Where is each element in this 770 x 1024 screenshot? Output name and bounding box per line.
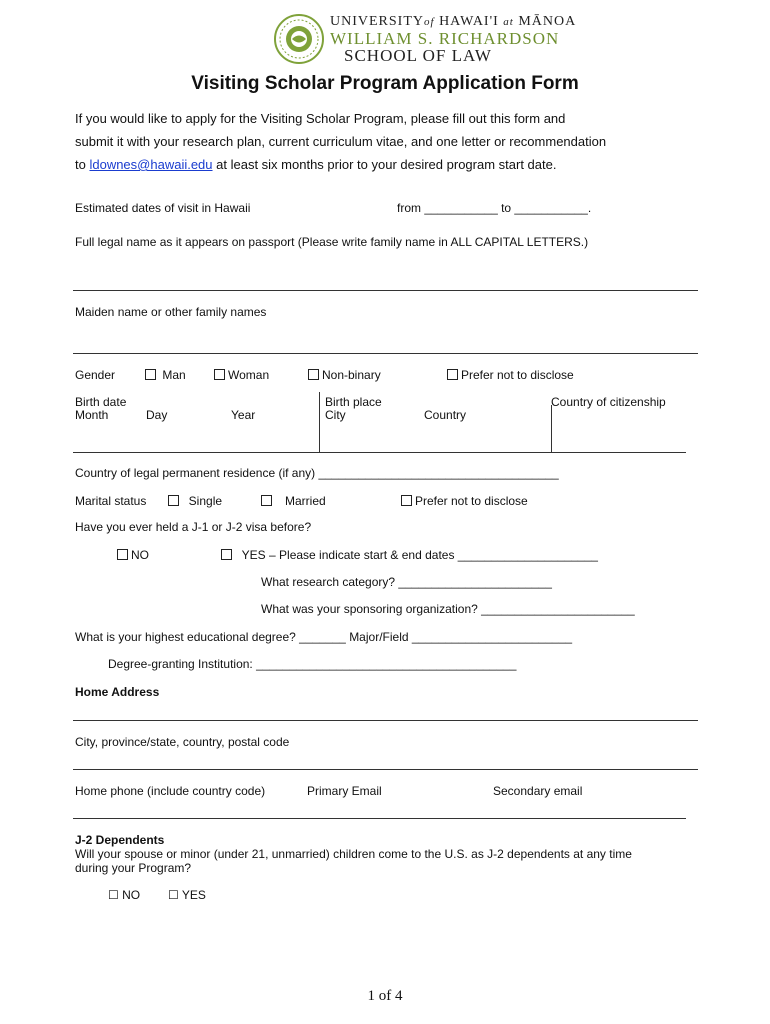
checkbox-icon[interactable] (117, 549, 128, 560)
university-name (330, 14, 576, 30)
birth-divider (319, 392, 320, 452)
marital-label: Marital status (75, 494, 147, 508)
city-line-label: City, province/state, country, postal code (75, 735, 290, 749)
legal-name-line[interactable] (73, 290, 698, 291)
visa-no-label: NO (131, 548, 149, 562)
univ-hawaii: HAWAI'I (439, 14, 499, 29)
birth-country-label: Country (424, 408, 467, 422)
contact-email-link[interactable]: ldownes@hawaii.edu (89, 157, 213, 172)
secondary-email-label: Secondary email (493, 784, 583, 798)
birth-month-label: Month (75, 408, 109, 422)
degree-field[interactable]: What is your highest educational degree? _______ Major/Field ________________________ (75, 630, 573, 644)
birth-line[interactable] (73, 452, 686, 453)
visa-question: Have you ever held a J-1 or J-2 visa before? (75, 520, 312, 534)
citizenship-divider (551, 405, 552, 452)
visa-option-yes[interactable] (221, 548, 598, 562)
univ-manoa: MĀNOA (518, 14, 577, 29)
legal-name-label: Full legal name as it appears on passport (Please write family name in ALL CAPITAL LETTERS.) (75, 235, 589, 249)
gender-nonbinary-label: Non-binary (322, 368, 381, 382)
marital-single-label: Single (188, 494, 223, 508)
checkbox-icon[interactable] (145, 369, 156, 380)
gender-man-label: Man (162, 368, 186, 382)
dependents-question-2: during your Program? (75, 861, 192, 875)
school-subtitle: SCHOOL OF LAW (344, 46, 492, 65)
school-name: WILLIAM S. RICHARDSON (330, 29, 560, 48)
visit-dates-field[interactable]: from ___________ to ___________. (397, 201, 592, 215)
birth-day-label: Day (146, 408, 168, 422)
visa-option-no[interactable] (117, 548, 149, 562)
home-phone-label: Home phone (include country code) (75, 784, 266, 798)
marital-option-undisclosed[interactable] (401, 494, 528, 508)
primary-email-label: Primary Email (307, 784, 382, 798)
institution-field[interactable]: Degree-granting Institution: _______________________________________ (108, 657, 517, 671)
gender-undisclosed-label: Prefer not to disclose (461, 368, 574, 382)
dependents-question-1: Will your spouse or minor (under 21, unmarried) children come to the U.S. as J-2 dependents at any time (75, 847, 632, 861)
university-seal-logo (274, 14, 324, 64)
checkbox-icon[interactable] (447, 369, 458, 380)
sponsor-field[interactable]: What was your sponsoring organization? _______________________ (261, 602, 635, 616)
city-line[interactable] (73, 769, 698, 770)
dependents-option-no[interactable]: ☐ NO (108, 888, 141, 902)
checkbox-icon[interactable] (308, 369, 319, 380)
gender-option-undisclosed[interactable] (447, 368, 574, 382)
intro-line-1: If you would like to apply for the Visiting Scholar Program, please fill out this form and (75, 111, 566, 126)
dependents-option-yes[interactable]: ☐ YES (168, 888, 206, 902)
visa-yes-label: YES – Please indicate start & end dates _____________________ (241, 548, 598, 562)
checkbox-icon[interactable] (214, 369, 225, 380)
visit-dates-label: Estimated dates of visit in Hawaii (75, 201, 251, 215)
maiden-name-line[interactable] (73, 353, 698, 354)
marital-option-single[interactable] (168, 494, 222, 508)
checkbox-icon[interactable] (261, 495, 272, 506)
marital-option-married[interactable] (261, 494, 326, 508)
page-number: 1 of 4 (367, 988, 403, 1004)
maiden-name-label: Maiden name or other family names (75, 305, 267, 319)
contact-line[interactable] (73, 818, 686, 819)
univ-of: of (424, 16, 435, 28)
intro-prefix: to (75, 157, 90, 172)
gender-label: Gender (75, 368, 116, 382)
marital-undisclosed-label: Prefer not to disclose (415, 494, 528, 508)
birth-place-label: Birth place (325, 395, 382, 409)
gender-option-woman[interactable] (214, 368, 269, 382)
checkbox-icon[interactable] (401, 495, 412, 506)
residence-field[interactable]: Country of legal permanent residence (if any) ____________________________________ (75, 466, 559, 480)
intro-suffix: at least six months prior to your desired program start date. (212, 157, 557, 172)
gender-option-man[interactable] (145, 368, 186, 382)
birth-date-label: Birth date (75, 395, 127, 409)
home-address-heading: Home Address (75, 685, 160, 699)
marital-married-label: Married (285, 494, 326, 508)
checkbox-icon[interactable] (168, 495, 179, 506)
univ-word: UNIVERSITY (330, 14, 424, 29)
page-title: Visiting Scholar Program Application Form (191, 73, 579, 94)
intro-line-2: submit it with your research plan, current curriculum vitae, and one letter or recommendation (75, 134, 607, 149)
dependents-heading: J-2 Dependents (75, 833, 165, 847)
gender-woman-label: Woman (228, 368, 270, 382)
citizenship-label: Country of citizenship (551, 395, 666, 409)
birth-year-label: Year (231, 408, 256, 422)
home-address-line[interactable] (73, 720, 698, 721)
intro-line-3 (75, 157, 556, 172)
research-category-field[interactable]: What research category? _______________________ (261, 575, 552, 589)
univ-at: at (503, 16, 514, 28)
checkbox-icon[interactable] (221, 549, 232, 560)
gender-option-nonbinary[interactable] (308, 368, 381, 382)
birth-city-label: City (325, 408, 346, 422)
